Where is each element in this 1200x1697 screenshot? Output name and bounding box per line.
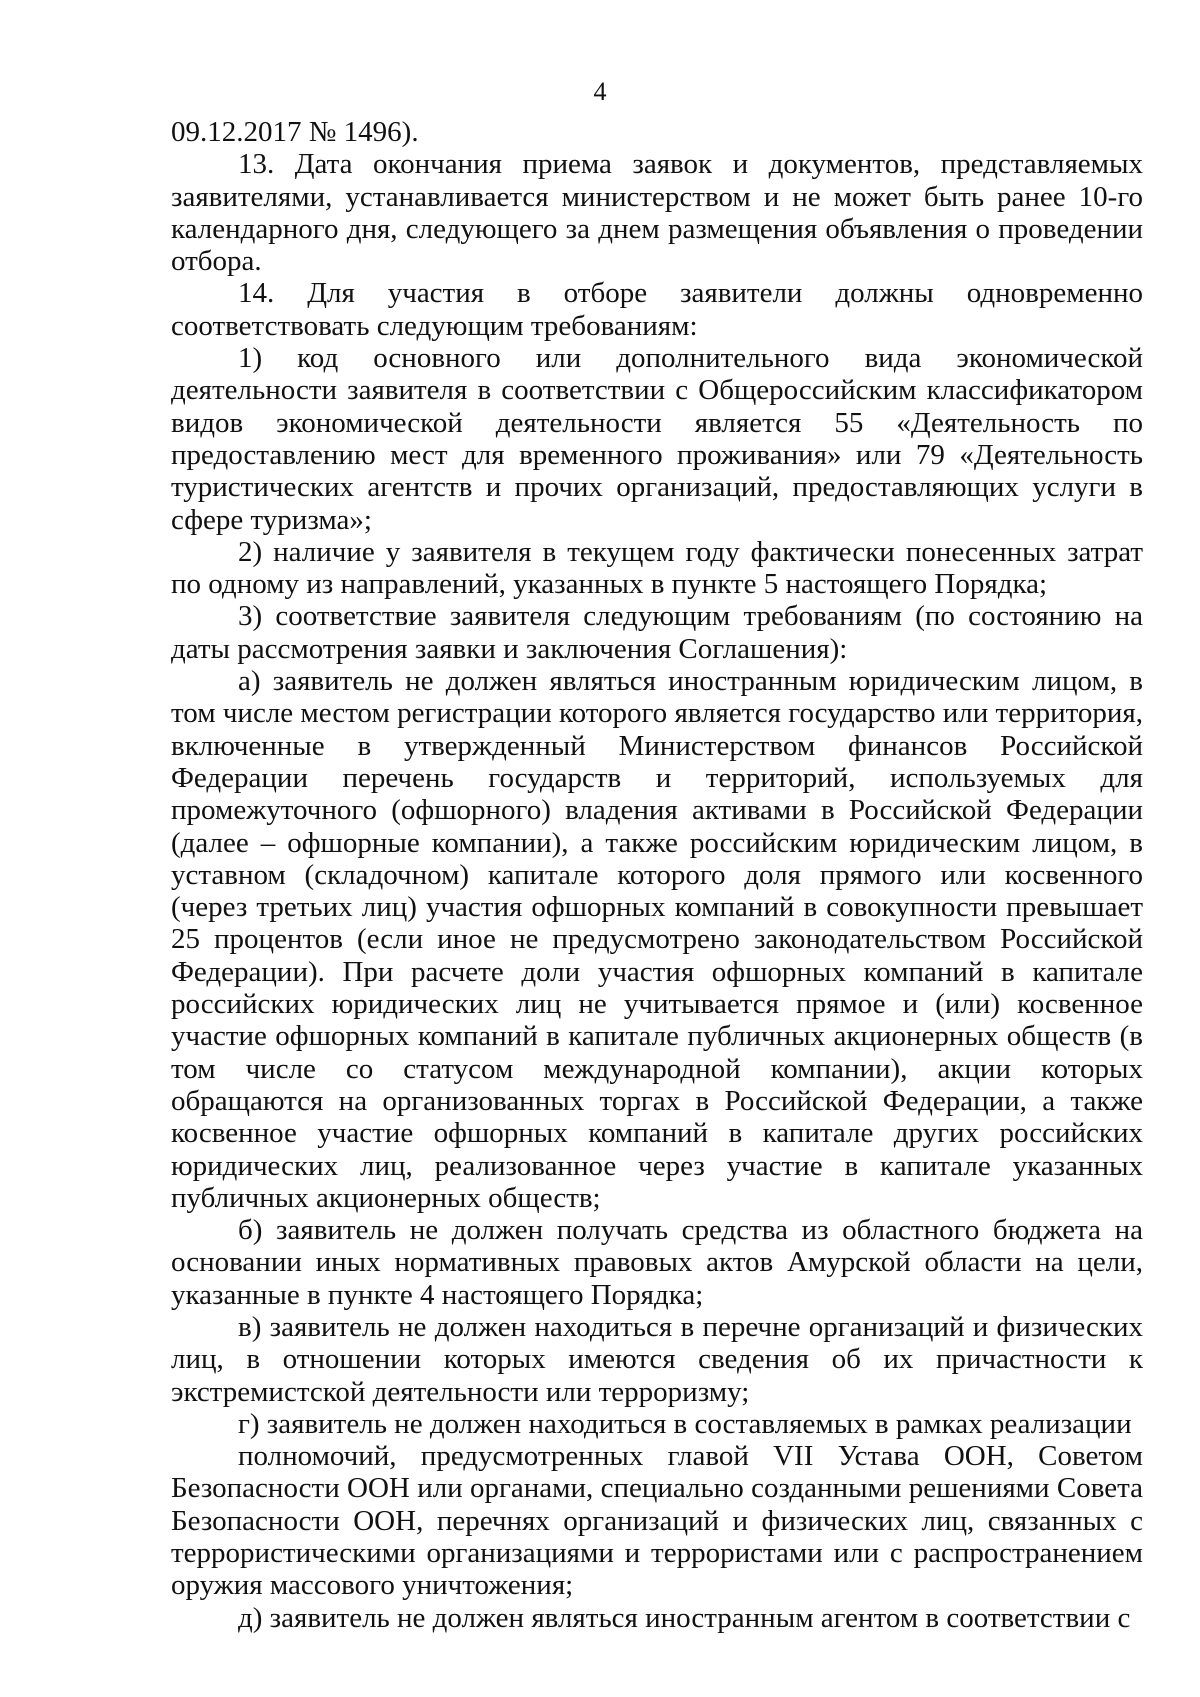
paragraph-item-14-3: 3) соответствие заявителя следующим требованиям (по состоянию на даты рассмотрения заявки и заключения Соглашения): — [171, 600, 1143, 665]
paragraph-item-14-3-d: д) заявитель не должен являться иностранным агентом в соответствии с — [238, 1601, 1131, 1634]
paragraph-item-13: 13. Дата окончания приема заявок и документов, представляемых заявителями, устанавливается министерством и не может быть ранее 10-го календарного дня, следующего за днем размещения объявления о проведении отбора. — [171, 148, 1143, 278]
paragraph-item-14-3-b: б) заявитель не должен получать средства из областного бюджета на основании иных нормативных правовых актов Амурской области на цели, указанные в пункте 4 настоящего Порядка; — [171, 1214, 1143, 1311]
paragraph-item-14-2: 2) наличие у заявителя в текущем году фактически понесенных затрат по одному из направлений, указанных в пункте 5 настоящего Порядка; — [171, 535, 1143, 601]
page-number: 4 — [593, 77, 607, 106]
paragraph-item-14-3-g-continued: полномочий, предусмотренных главой VII Устава ООН, Советом Безопасности ООН или органами, специально созданными решениями Совета Безопасности ООН, перечнях организаций и физических лиц, связанных с террористическими организациями и террористами или с распространением оружия массового уничтожения; — [171, 1440, 1143, 1602]
paragraph-item-14-3-a: а) заявитель не должен являться иностранным юридическим лицом, в том числе местом регистрации которого является государство или территория, включенные в утвержденный Министерством финансов Российской Федерации перечень государств и территорий, используемых для промежуточного (офшорного) владения активами в Российской Федерации (далее – офшорные компании), а также российским юридическим лицом, в уставном (складочном) капитале которого доля прямого или косвенного (через третьих лиц) участия офшорных компаний в совокупности превышает 25 процентов (если иное не предусмотрено законодательством Российской Федерации). При расчете доли участия офшорных компаний в капитале российских юридических лиц не учитывается прямое и (или) косвенное участие офшорных компаний в капитале публичных акционерных обществ (в том числе со статусом международной компании), акции которых обращаются на организованных торгах в Российской Федерации, а также косвенное участие офшорных компаний в капитале других российских юридических лиц, реализованное через участие в капитале указанных публичных акционерных обществ; — [171, 665, 1143, 1214]
document-body — [171, 116, 1143, 1634]
paragraph-item-14-3-v: в) заявитель не должен находиться в перечне организаций и физических лиц, в отношении которых имеются сведения об их причастности к экстремистской деятельности или терроризму; — [171, 1310, 1143, 1408]
paragraph-date-reference: 09.12.2017 № 1496). — [171, 116, 419, 148]
paragraph-item-14-3-g: г) заявитель не должен находиться в составляемых в рамках реализации — [238, 1407, 1132, 1440]
paragraph-item-14-1: 1) код основного или дополнительного вида экономической деятельности заявителя в соответствии с Общероссийским классификатором видов экономической деятельности является 55 «Деятельность по предоставлению мест для временного проживания» или 79 «Деятельность туристических агентств и прочих организаций, предоставляющих услуги в сфере туризма»; — [171, 342, 1143, 536]
paragraph-item-14: 14. Для участия в отборе заявители должны одновременно соответствовать следующим требованиям: — [171, 277, 1143, 342]
